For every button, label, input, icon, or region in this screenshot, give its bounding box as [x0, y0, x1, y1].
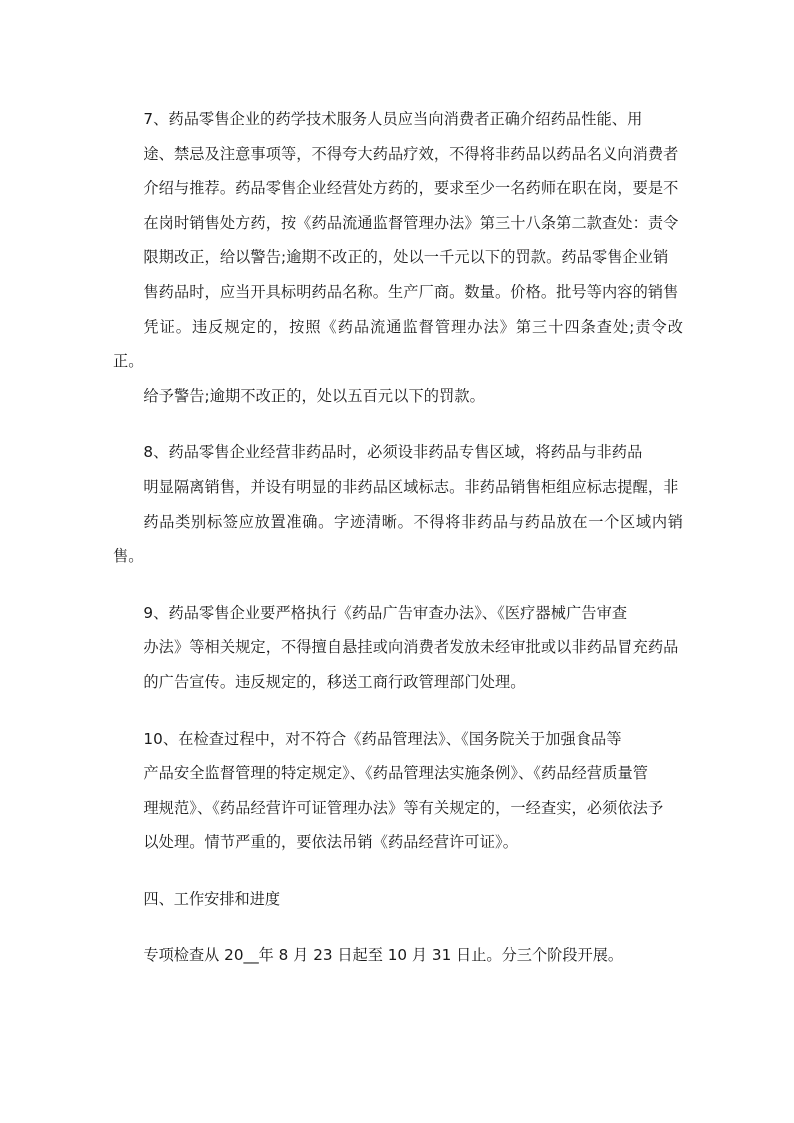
- paragraph-line: 7、药品零售企业的药学技术服务人员应当向消费者正确介绍药品性能、用: [143, 110, 643, 128]
- paragraph-item-8: [113, 435, 683, 573]
- paragraph-line: 售药品时，应当开具标明药品名称。生产厂商。数量。价格。批号等内容的销售: [143, 282, 679, 301]
- paragraph-line: 途、禁忌及注意事项等，不得夸大药品疗效，不得将非药品以药品名义向消费者: [143, 144, 679, 163]
- paragraph-line: 办法》等相关规定，不得擅自悬挂或向消费者发放未经审批或以非药品冒充药品: [143, 638, 679, 657]
- document-body: [113, 102, 683, 995]
- paragraph-line: 在岗时销售处方药，按《药品流通监督管理办法》第三十八条第二款查处：责令: [143, 213, 679, 232]
- paragraph-line: 明显隔离销售，并设有明显的非药品区域标志。非药品销售柜组应标志提醒，非: [143, 477, 679, 496]
- paragraph-line: 9、药品零售企业要严格执行《药品广告审查办法》、《医疗器械广告审查: [143, 603, 628, 622]
- paragraph-item-10: [113, 722, 683, 860]
- paragraph-line: 以处理。情节严重的，要依法吊销《药品经营许可证》。: [143, 833, 518, 852]
- paragraph-line: 产品安全监督管理的特定规定》、《药品管理法实施条例》、《药品经营质量管: [143, 764, 649, 783]
- paragraph-line: 给予警告;逾期不改正的，处以五百元以下的罚款。: [143, 386, 485, 405]
- paragraph-line: 药品类别标签应放置准确。字迹清晰。不得将非药品与药品放在一个区域内销售。: [113, 512, 683, 566]
- paragraph-line: 凭证。违反规定的，按照《药品流通监督管理办法》第三十四条查处;责令改正。: [113, 317, 683, 371]
- paragraph-line: 8、药品零售企业经营非药品时，必须设非药品专售区域，将药品与非药品: [143, 443, 643, 462]
- paragraph-line: 介绍与推荐。药品零售企业经营处方药的，要求至少一名药师在职在岗，要是不: [143, 179, 679, 198]
- paragraph-line: 10、在检查过程中，对不符合《药品管理法》、《国务院关于加强食品等: [143, 729, 622, 748]
- paragraph-line: 限期改正，给以警告;逾期不改正的，处以一千元以下的罚款。药品零售企业销: [143, 248, 669, 267]
- section-heading: 四、工作安排和进度: [143, 889, 281, 908]
- schedule-paragraph: 专项检查从 20__年 8 月 23 日起至 10 月 31 日止。分三个阶段开展。: [143, 946, 624, 965]
- paragraph-line: 理规范》、《药品经营许可证管理办法》等有关规定的，一经查实，必须依法予: [143, 798, 664, 817]
- paragraph-item-7: [113, 102, 683, 413]
- paragraph-line: 的广告宣传。违反规定的，移送工商行政管理部门处理。: [143, 672, 526, 691]
- paragraph-item-9: [113, 596, 683, 700]
